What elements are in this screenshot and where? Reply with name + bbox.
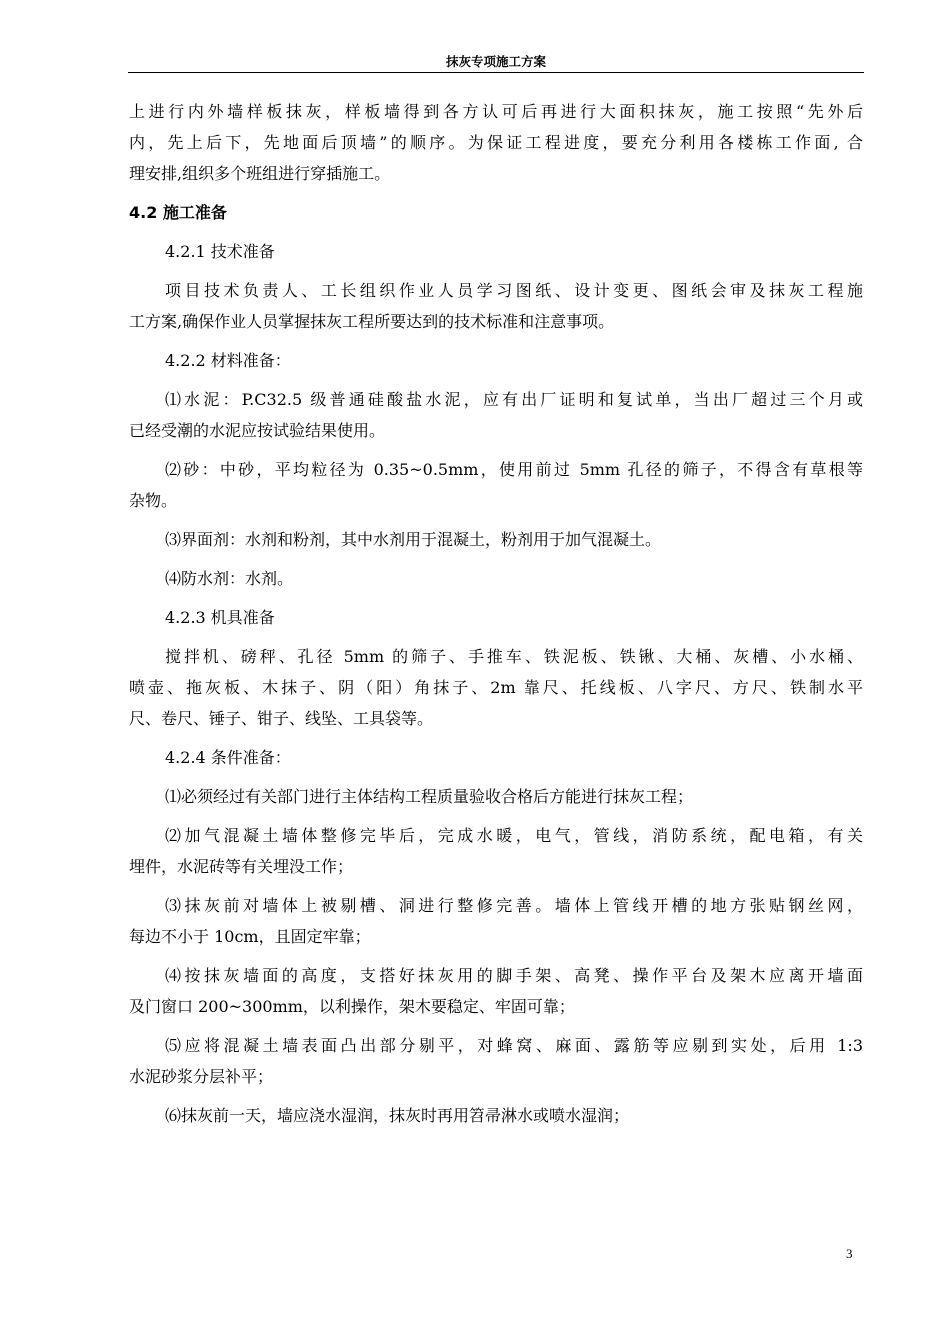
- list-item: ⑹抹灰前一天，墙应浇水湿润，抹灰时再用笤帚淋水或喷水湿润；: [165, 1106, 630, 1125]
- list-item: ⑴水泥：P.C32.5 级普通硅酸盐水泥，应有出厂证明和复试单，当出厂超过三个月或: [165, 390, 863, 409]
- list-item: ⑵加气混凝土墙体整修完毕后，完成水暖，电气，管线，消防系统，配电箱，有关: [165, 826, 863, 845]
- section-heading: 4.2 施工准备: [129, 203, 227, 222]
- list-item: ⑶抹灰前对墙体上被剔槽、洞进行整修完善。墙体上管线开槽的地方张贴钢丝网，: [165, 896, 863, 915]
- text-line: 工方案,确保作业人员掌握抹灰工程所要达到的技术标准和注意事项。: [129, 312, 615, 331]
- subsection-title: 4.2.3 机具准备: [165, 608, 275, 627]
- subsection-title: 4.2.2 材料准备：: [165, 351, 291, 370]
- text-line: 喷壶、拖灰板、木抹子、阴（阳）角抹子、2m 靠尺、托线板、八字尺、方尺、铁制水平: [129, 678, 863, 697]
- text-line: 项目技术负责人、工长组织作业人员学习图纸、设计变更、图纸会审及抹灰工程施: [165, 281, 863, 300]
- list-item-continuation: 及门窗口 200~300mm，以利操作，架木要稳定、牢固可靠；: [129, 997, 575, 1016]
- list-item: ⑷按抹灰墙面的高度，支搭好抹灰用的脚手架、高凳、操作平台及架木应离开墙面: [165, 966, 863, 985]
- header-rule: [128, 72, 864, 73]
- text-line: 理安排,组织多个班组进行穿插施工。: [129, 164, 391, 183]
- list-item-continuation: 埋件，水泥砖等有关埋没工作；: [129, 857, 354, 876]
- list-item: ⑸应将混凝土墙表面凸出部分剔平，对蜂窝、麻面、露筋等应剔到实处，后用 1:3: [165, 1036, 863, 1055]
- text-line: 内，先上后下，先地面后顶墙”的顺序。为保证工程进度，要充分利用各楼栋工作面, 合: [129, 133, 863, 152]
- list-item: ⑴必须经过有关部门进行主体结构工程质量验收合格后方能进行抹灰工程；: [165, 787, 694, 806]
- list-item-continuation: 水泥砂浆分层补平；: [129, 1067, 274, 1086]
- page-header-title: 抹灰专项施工方案: [445, 54, 546, 69]
- list-item-continuation: 每边不小于 10cm，且固定牢靠；: [129, 927, 371, 946]
- text-line: 尺、卷尺、锤子、钳子、线坠、工具袋等。: [129, 709, 434, 728]
- subsection-title: 4.2.4 条件准备：: [165, 748, 291, 767]
- subsection-title: 4.2.1 技术准备: [165, 242, 275, 261]
- list-item: ⑶界面剂：水剂和粉剂，其中水剂用于混凝土，粉剂用于加气混凝土。: [165, 530, 662, 549]
- list-item: ⑵砂：中砂，平均粒径为 0.35~0.5mm，使用前过 5mm 孔径的筛子，不得含有草根等: [165, 460, 863, 479]
- text-line: 上进行内外墙样板抹灰，样板墙得到各方认可后再进行大面积抹灰，施工按照“先外后: [129, 102, 863, 121]
- intro-paragraph: [129, 99, 863, 192]
- list-item: ⑷防水剂：水剂。: [165, 569, 294, 588]
- text-line: 搅拌机、磅秤、孔径 5mm 的筛子、手推车、铁泥板、铁锹、大桶、灰槽、小水桶、: [165, 647, 863, 666]
- list-item-continuation: 已经受潮的水泥应按试验结果使用。: [129, 421, 386, 440]
- page-number: 3: [846, 1246, 853, 1261]
- document-body: [129, 99, 863, 1134]
- list-item-continuation: 杂物。: [129, 491, 178, 510]
